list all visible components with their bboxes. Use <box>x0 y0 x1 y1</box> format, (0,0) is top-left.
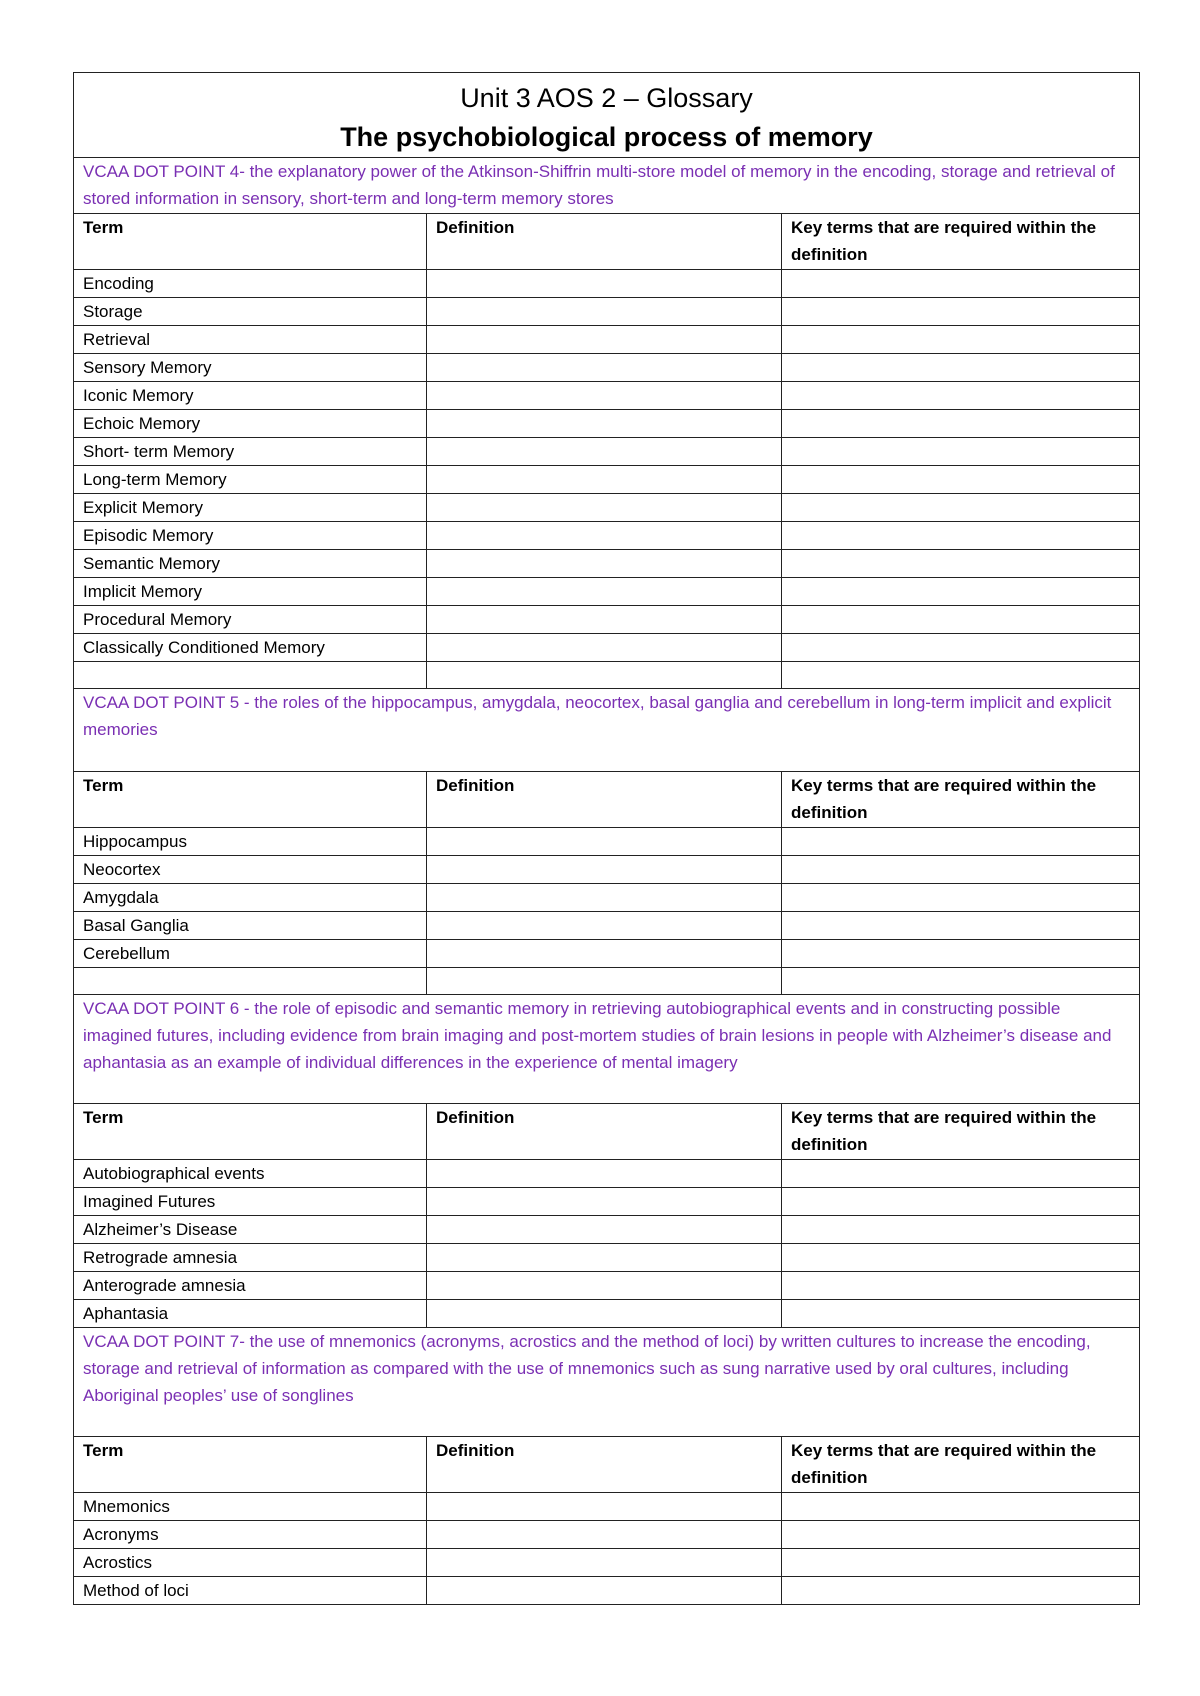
definition-cell[interactable] <box>427 1300 782 1328</box>
term-cell: Retrograde amnesia <box>74 1244 427 1272</box>
term-cell: Procedural Memory <box>74 606 427 634</box>
term-cell: Anterograde amnesia <box>74 1272 427 1300</box>
header-term: Term <box>74 1104 427 1160</box>
key-terms-cell[interactable] <box>782 1272 1140 1300</box>
key-terms-cell[interactable] <box>782 1160 1140 1188</box>
definition-cell[interactable] <box>427 326 782 354</box>
table-row <box>74 438 1140 466</box>
table-row <box>74 662 1140 689</box>
key-terms-cell[interactable] <box>782 326 1140 354</box>
definition-cell[interactable] <box>427 884 782 912</box>
glossary-table <box>73 72 1140 1605</box>
table-row <box>74 940 1140 968</box>
definition-cell[interactable] <box>427 1493 782 1521</box>
term-cell: Basal Ganglia <box>74 912 427 940</box>
key-terms-cell[interactable] <box>782 1493 1140 1521</box>
definition-cell[interactable] <box>427 410 782 438</box>
document-subtitle: The psychobiological process of memory <box>340 122 873 152</box>
key-terms-cell[interactable] <box>782 606 1140 634</box>
header-key-terms: Key terms that are required within the definition <box>782 1104 1140 1160</box>
header-term: Term <box>74 772 427 828</box>
term-cell: Aphantasia <box>74 1300 427 1328</box>
table-row <box>74 326 1140 354</box>
definition-cell[interactable] <box>427 354 782 382</box>
term-cell: Alzheimer’s Disease <box>74 1216 427 1244</box>
term-cell: Imagined Futures <box>74 1188 427 1216</box>
table-row <box>74 354 1140 382</box>
table-row <box>74 1493 1140 1521</box>
definition-cell[interactable] <box>427 606 782 634</box>
table-row <box>74 1188 1140 1216</box>
term-cell: Semantic Memory <box>74 550 427 578</box>
table-row <box>74 1300 1140 1328</box>
definition-cell[interactable] <box>427 1521 782 1549</box>
table-row <box>74 1577 1140 1605</box>
term-cell: Mnemonics <box>74 1493 427 1521</box>
key-terms-cell[interactable] <box>782 382 1140 410</box>
header-definition: Definition <box>427 772 782 828</box>
term-cell: Acrostics <box>74 1549 427 1577</box>
table-row <box>74 912 1140 940</box>
table-row <box>74 1216 1140 1244</box>
definition-cell[interactable] <box>427 494 782 522</box>
key-terms-cell[interactable] <box>782 634 1140 662</box>
table-row <box>74 634 1140 662</box>
definition-cell[interactable] <box>427 550 782 578</box>
key-terms-cell[interactable] <box>782 466 1140 494</box>
definition-cell[interactable] <box>427 1549 782 1577</box>
term-cell: Retrieval <box>74 326 427 354</box>
table-row <box>74 884 1140 912</box>
key-terms-cell[interactable] <box>782 550 1140 578</box>
term-cell: Encoding <box>74 270 427 298</box>
header-definition: Definition <box>427 1437 782 1493</box>
term-cell: Method of loci <box>74 1577 427 1605</box>
term-cell: Episodic Memory <box>74 522 427 550</box>
header-definition: Definition <box>427 214 782 270</box>
definition-cell[interactable] <box>427 634 782 662</box>
definition-cell[interactable] <box>427 856 782 884</box>
definition-cell[interactable] <box>427 270 782 298</box>
key-terms-cell[interactable] <box>782 828 1140 856</box>
definition-cell[interactable] <box>427 298 782 326</box>
definition-cell[interactable] <box>427 968 782 995</box>
header-key-terms: Key terms that are required within the definition <box>782 1437 1140 1493</box>
key-terms-cell[interactable] <box>782 578 1140 606</box>
table-row <box>74 578 1140 606</box>
header-key-terms: Key terms that are required within the definition <box>782 772 1140 828</box>
term-cell: Storage <box>74 298 427 326</box>
key-terms-cell[interactable] <box>782 662 1140 689</box>
table-row <box>74 1244 1140 1272</box>
term-cell: Short- term Memory <box>74 438 427 466</box>
term-cell <box>74 968 427 995</box>
term-cell: Cerebellum <box>74 940 427 968</box>
table-row <box>74 1272 1140 1300</box>
definition-cell[interactable] <box>427 940 782 968</box>
document-title: Unit 3 AOS 2 – Glossary <box>460 83 753 113</box>
key-terms-cell[interactable] <box>782 438 1140 466</box>
key-terms-cell[interactable] <box>782 884 1140 912</box>
term-cell: Acronyms <box>74 1521 427 1549</box>
key-terms-cell[interactable] <box>782 1549 1140 1577</box>
definition-cell[interactable] <box>427 1244 782 1272</box>
definition-cell[interactable] <box>427 382 782 410</box>
key-terms-cell[interactable] <box>782 968 1140 995</box>
key-terms-cell[interactable] <box>782 856 1140 884</box>
definition-cell[interactable] <box>427 1272 782 1300</box>
key-terms-cell[interactable] <box>782 940 1140 968</box>
table-row <box>74 270 1140 298</box>
table-row <box>74 856 1140 884</box>
table-row <box>74 828 1140 856</box>
term-cell: Neocortex <box>74 856 427 884</box>
term-cell <box>74 662 427 689</box>
table-row <box>74 606 1140 634</box>
definition-cell[interactable] <box>427 912 782 940</box>
key-terms-cell[interactable] <box>782 410 1140 438</box>
header-definition: Definition <box>427 1104 782 1160</box>
table-row <box>74 1521 1140 1549</box>
title-cell <box>74 73 1140 158</box>
key-terms-cell[interactable] <box>782 354 1140 382</box>
definition-cell[interactable] <box>427 1216 782 1244</box>
key-terms-cell[interactable] <box>782 1521 1140 1549</box>
table-row <box>74 382 1140 410</box>
term-cell: Explicit Memory <box>74 494 427 522</box>
term-cell: Autobiographical events <box>74 1160 427 1188</box>
header-term: Term <box>74 214 427 270</box>
dot-point-text: VCAA DOT POINT 4- the explanatory power of the Atkinson-Shiffrin multi-store model of memory in the encoding, storage and retrieval of stored information in sensory, short-term and long-term memory stores <box>74 158 1140 214</box>
definition-cell[interactable] <box>427 828 782 856</box>
table-row <box>74 298 1140 326</box>
term-cell: Echoic Memory <box>74 410 427 438</box>
term-cell: Hippocampus <box>74 828 427 856</box>
definition-cell[interactable] <box>427 1188 782 1216</box>
table-row <box>74 550 1140 578</box>
key-terms-cell[interactable] <box>782 1577 1140 1605</box>
dot-point-text: VCAA DOT POINT 5 - the roles of the hippocampus, amygdala, neocortex, basal ganglia and cerebellum in long-term implicit and explicit memories <box>74 689 1140 772</box>
dot-point-text: VCAA DOT POINT 6 - the role of episodic and semantic memory in retrieving autobiographical events and in constructing possible imagined futures, including evidence from brain imaging and post-mortem studies of brain lesions in people with Alzheimer’s disease and aphantasia as an example of individual differences in the experience of mental imagery <box>74 995 1140 1104</box>
table-row <box>74 466 1140 494</box>
key-terms-cell[interactable] <box>782 270 1140 298</box>
key-terms-cell[interactable] <box>782 1300 1140 1328</box>
key-terms-cell[interactable] <box>782 298 1140 326</box>
term-cell: Amygdala <box>74 884 427 912</box>
key-terms-cell[interactable] <box>782 912 1140 940</box>
table-row <box>74 968 1140 995</box>
table-row <box>74 494 1140 522</box>
term-cell: Implicit Memory <box>74 578 427 606</box>
definition-cell[interactable] <box>427 662 782 689</box>
definition-cell[interactable] <box>427 438 782 466</box>
header-term: Term <box>74 1437 427 1493</box>
key-terms-cell[interactable] <box>782 1216 1140 1244</box>
table-row <box>74 410 1140 438</box>
definition-cell[interactable] <box>427 1160 782 1188</box>
header-key-terms: Key terms that are required within the definition <box>782 214 1140 270</box>
definition-cell[interactable] <box>427 1577 782 1605</box>
table-row <box>74 522 1140 550</box>
dot-point-text: VCAA DOT POINT 7- the use of mnemonics (acronyms, acrostics and the method of loci) by written cultures to increase the encoding, storage and retrieval of information as compared with the use of mnemonics such as sung narrative used by oral cultures, including Aboriginal peoples’ use of songlines <box>74 1328 1140 1437</box>
term-cell: Iconic Memory <box>74 382 427 410</box>
term-cell: Classically Conditioned Memory <box>74 634 427 662</box>
term-cell: Sensory Memory <box>74 354 427 382</box>
key-terms-cell[interactable] <box>782 1244 1140 1272</box>
table-row <box>74 1549 1140 1577</box>
key-terms-cell[interactable] <box>782 522 1140 550</box>
table-row <box>74 1160 1140 1188</box>
key-terms-cell[interactable] <box>782 1188 1140 1216</box>
definition-cell[interactable] <box>427 466 782 494</box>
definition-cell[interactable] <box>427 578 782 606</box>
definition-cell[interactable] <box>427 522 782 550</box>
key-terms-cell[interactable] <box>782 494 1140 522</box>
term-cell: Long-term Memory <box>74 466 427 494</box>
